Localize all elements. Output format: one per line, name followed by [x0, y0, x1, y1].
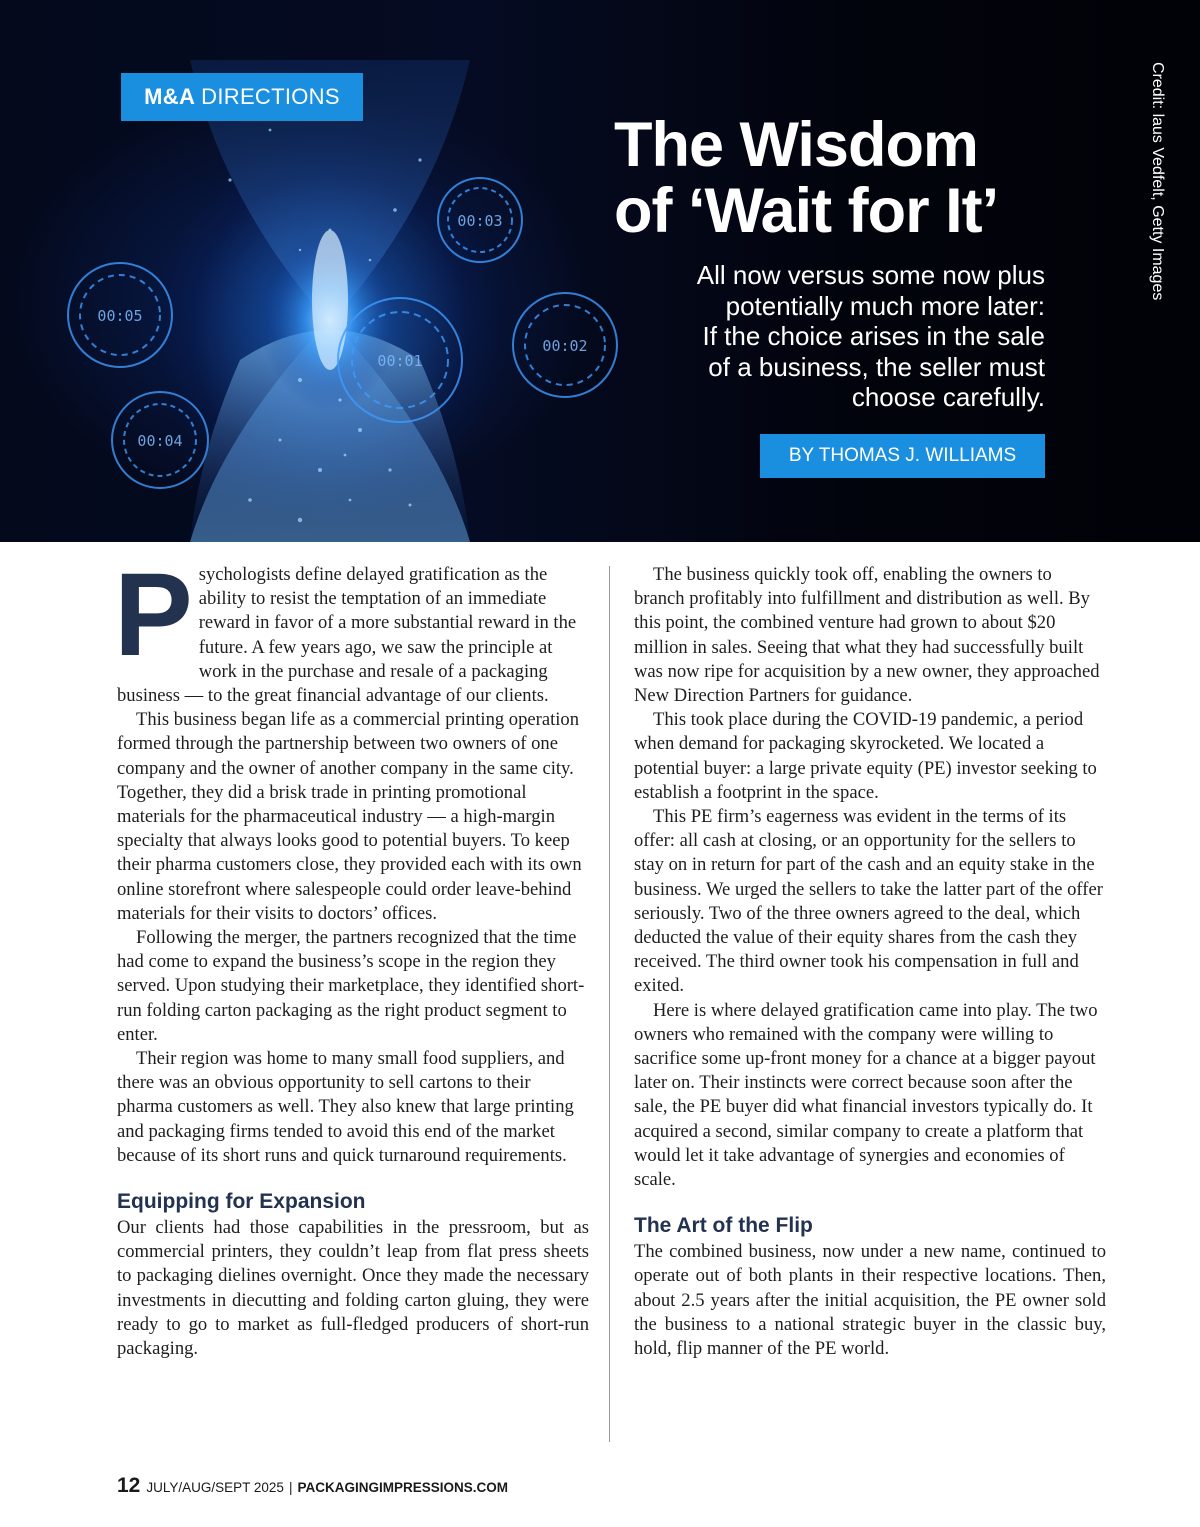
photo-credit: Credit: laus Vedfelt, Getty Images — [1149, 62, 1166, 301]
drop-cap: P — [114, 549, 193, 681]
subtitle-line: All now versus some now plus — [696, 260, 1045, 290]
column-divider — [609, 566, 610, 1442]
author-byline: BY THOMAS J. WILLIAMS — [760, 434, 1045, 478]
page-footer — [117, 1474, 508, 1498]
subtitle-line: of a business, the seller must — [708, 351, 1045, 382]
website-url: PACKAGINGIMPRESSIONS.COM — [297, 1480, 508, 1495]
body-paragraph: Here is where delayed gratification came into play. The two owners who remained with the company were willing to sacrifice some up-front money for a chance at a bigger payout later on. Their instincts were correct because soon after the sale, the PE buyer did what financial investors typically do. It acquired a second, similar company to create a platform that would let it take advantage of synergies and economies of scale. — [634, 999, 1098, 1191]
issue-date: JULY/AUG/SEPT 2025 — [146, 1480, 284, 1495]
subtitle-line: choose carefully. — [851, 382, 1045, 412]
article-subtitle — [600, 260, 1045, 413]
clock-readout-3: 00:01 — [377, 352, 423, 370]
section-tag — [121, 73, 363, 121]
clock-readout-1: 00:05 — [97, 307, 143, 325]
article-title — [614, 112, 1134, 244]
subtitle-line: potentially much more later: — [725, 290, 1045, 321]
clock-readout-4: 00:02 — [542, 337, 588, 355]
body-paragraph: Their region was home to many small food suppliers, and there was an obvious opportunity to sell cartons to their pharma customers as well. They also knew that large printing and packaging firms tended to avoid this end of the market because of its short runs and quick turnaround requirements. — [117, 1048, 574, 1166]
subheading-equipping: Equipping for Expansion — [117, 1190, 366, 1214]
body-paragraph: This PE firm’s eagerness was evident in the terms of its offer: all cash at closing, or an opportunity for the sellers to stay on in return for part of the cash and an equity stake in the business. We urged the sellers to take the latter part of the offer seriously. Two of the three owners agreed to the deal, which deducted the value of their equity shares from the cash they received. The third owner took his compensation in full and exited. — [634, 806, 1103, 997]
title-line-1: The Wisdom — [614, 110, 978, 180]
body-paragraph: This business began life as a commercial printing operation formed through the partnership between two owners of one company and the owner of another company in the same city. Together, they did a brisk trade in printing promotional materials for the pharmaceutical industry — a high-margin specialty that always looks good to potential buyers. To keep their pharma customers close, they provided each with its own online storefront where salespeople could order leave-behind materials for their visits to doctors’ offices. — [117, 709, 582, 924]
hero-banner — [0, 0, 1200, 542]
body-paragraph — [114, 549, 589, 708]
footer-separator: | — [288, 1480, 293, 1495]
clock-readout-2: 00:03 — [457, 212, 503, 230]
body-paragraph: The business quickly took off, enabling the owners to branch profitably into fulfillment and distribution as well. By this point, the combined venture had grown to about $20 million in sales. Seeing that what they had successfully built was now ripe for acquisition by a new owner, they approached New Direction Partners for guidance. — [634, 564, 1100, 707]
body-paragraph: Following the merger, the partners recognized that the time had come to expand the business’s scope in the region they served. Upon studying their marketplace, they identified short-run folding carton packaging as the right product segment to enter. — [117, 927, 585, 1045]
clock-readout-5: 00:04 — [137, 432, 183, 450]
subtitle-line: If the choice arises in the sale — [702, 321, 1045, 351]
section-tag-rest: DIRECTIONS — [201, 84, 340, 109]
body-paragraph: Our clients had those capabilities in the pressroom, but as commercial printers, they couldn’t leap from flat press sheets to packaging dielines overnight. Once they made the necessary investments in diecutting and folding carton gluing, they were ready to go to market as full-fledged producers of short-run packaging. — [117, 1217, 589, 1360]
title-line-2: of ‘Wait for It’ — [614, 176, 999, 246]
subheading-art-of-flip: The Art of the Flip — [634, 1214, 813, 1238]
section-tag-bold: M&A — [144, 84, 196, 109]
body-paragraph: The combined business, now under a new name, continued to operate out of both plants in their respective locations. Then, about 2.5 years after the initial acquisition, the PE owner sold the business to a national strategic buyer in the classic buy, hold, flip manner of the PE world. — [634, 1241, 1106, 1360]
page-number: 12 — [117, 1474, 141, 1497]
article-column-left — [114, 549, 589, 1361]
article-column-right — [634, 563, 1106, 1361]
paragraph-text: sychologists define delayed gratification as the ability to resist the temptation of an immediate reward in favor of a more substantial reward in the future. A few years ago, we saw the principle at work in the purchase and resale of a packaging business — to the great financial advantage of our clients. — [117, 564, 577, 707]
body-paragraph: This took place during the COVID-19 pandemic, a period when demand for packaging skyrocketed. We located a potential buyer: a large private equity (PE) investor seeking to establish a footprint in the space. — [634, 709, 1097, 803]
